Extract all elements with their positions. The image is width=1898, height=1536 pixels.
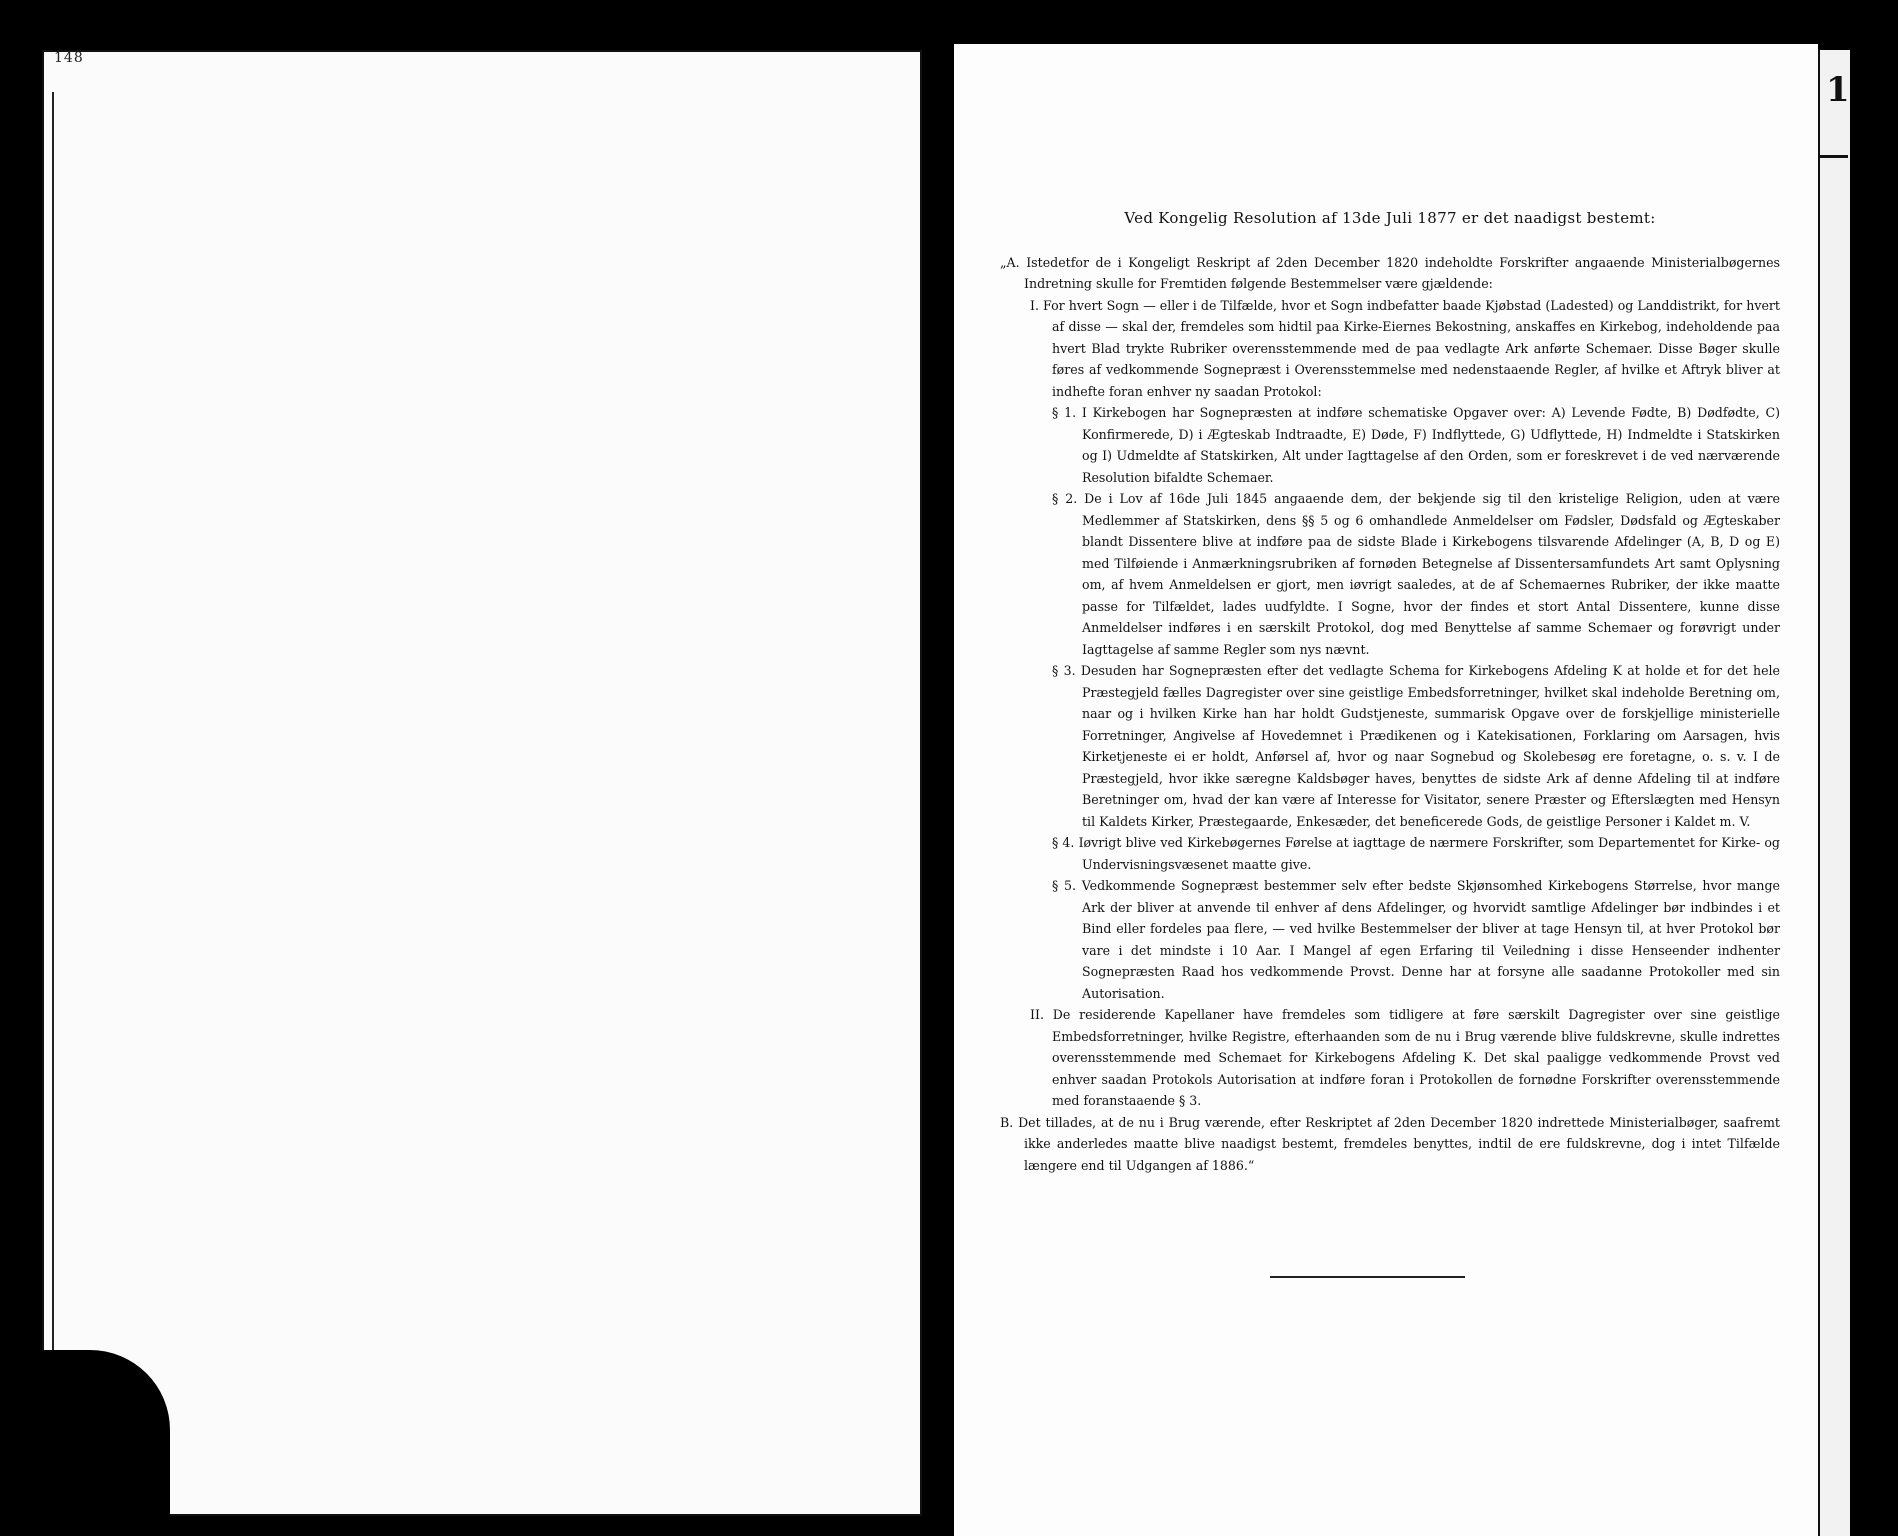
binding-shadow	[0, 1350, 170, 1536]
left-page	[42, 50, 922, 1516]
section-b: B. Det tillades, at de nu i Brug værende, efter Reskriptet af 2den December 1820 indrettede Ministerialbøger, saafremt ikke anderledes maatte blive naadigst bestemt, fremdeles benyttes, indtil de ere fuldskrevne, dog i intet Tilfælde længere end til Udgangen af 1886.“	[1000, 1114, 1780, 1173]
edge-rule	[1820, 155, 1848, 158]
page-margin-line	[52, 92, 54, 1514]
resolution-text	[1000, 208, 1780, 1176]
folio-number: 148	[54, 50, 84, 66]
next-page-edge	[1818, 50, 1850, 1536]
paragraph-5: § 5. Vedkommende Sognepræst bestemmer selv efter bedste Skjønsomhed Kirkebogens Størrelse, hvor mange Ark der bliver at anvende til enhver af dens Afdelinger, og hvorvidt samtlige Afdelinger bør indbindes i et Bind eller fordeles paa flere, — ved hvilke Bestemmelser der bliver at tage Hensyn til, at hver Protokol bør vare i det mindste i 10 Aar. I Mangel af egen Erfaring til Veiledning i disse Henseender indhenter Sognepræsten Raad hos vedkommende Provst. Denne har at forsyne alle saadanne Protokoller med sin Autorisation.	[1052, 878, 1780, 1001]
book-gutter	[922, 40, 954, 1536]
paragraph-3: § 3. Desuden har Sognepræsten efter det vedlagte Schema for Kirkebogens Afdeling K at holde et for det hele Præstegjeld fælles Dagregister over sine geistlige Embedsforretninger, hvilket skal indeholde Beretning om, naar og i hvilken Kirke han har holdt Gudstjeneste, summarisk Opgave over de forskjellige ministerielle Forretninger, Angivelse af Hovedemnet i Prædikenen og i Katekisationen, Forklaring om Aarsagen, hvis Kirketjeneste ei er holdt, Anførsel af, hvor og naar Sognebud og Skolebesøg ere foretagne, o. s. v. I de Præstegjeld, hvor ikke særegne Kaldsbøger haves, benyttes de sidste Ark af denne Afdeling til at indføre Beretninger om, hvad der kan være af Interesse for Visitator, senere Præster og Efterslægten med Hensyn til Kaldets Kirker, Præstegaarde, Enkesæder, det beneficerede Gods, de geistlige Personer i Kaldet m. V.	[1052, 663, 1780, 829]
paragraph-2: § 2. De i Lov af 16de Juli 1845 angaaende dem, der bekjende sig til den kristelige Religion, uden at være Medlemmer af Statskirken, dens §§ 5 og 6 omhandlede Anmeldelser om Fødsler, Dødsfald og Ægteskaber blandt Dissentere blive at indføre paa de sidste Blade i Kirkebogens tilsvarende Afdelinger (A, B, D og E) med Tilføiende i Anmærkningsrubriken af fornøden Betegnelse af Dissentersamfundets Art samt Oplysning om, af hvem Anmeldelsen er gjort, men iøvrigt saaledes, at de af Schemaernes Rubriker, der ikke maatte passe for Tilfældet, lades uudfyldte. I Sogne, hvor der findes et stort Antal Dissentere, kunne disse Anmeldelser indføres i en særskilt Protokol, dog med Benyttelse af samme Schemaer og forøvrigt under Iagttagelse af samme Regler som nys nævnt.	[1052, 491, 1780, 657]
paragraph-1: § 1. I Kirkebogen har Sognepræsten at indføre schematiske Opgaver over: A) Levende Fødte, B) Dødfødte, C) Konfirmerede, D) i Ægteskab Indtraadte, E) Døde, F) Indflyttede, G) Udflyttede, H) Indmeldte i Statskirken og I) Udmeldte af Statskirken, Alt under Iagttagelse af den Orden, som er foreskrevet i de ved nærværende Resolution bifaldte Schemaer.	[1052, 405, 1780, 485]
page-title: Ved Kongelig Resolution af 13de Juli 1877 er det naadigst bestemt:	[1124, 209, 1656, 227]
item-i: I. For hvert Sogn — eller i de Tilfælde, hvor et Sogn indbefatter baade Kjøbstad (Ladested) og Landdistrikt, for hvert af disse — skal der, fremdeles som hidtil paa Kirke-Eiernes Bekostning, anskaffes en Kirkebog, indeholdende paa hvert Blad trykte Rubriker overensstemmende med de paa vedlagte Ark anførte Schemaer. Disse Bøger skulle føres af vedkommende Sognepræst i Overensstemmelse med nedenstaaende Regler, af hvilke et Aftryk bliver at indhefte foran enhver ny saadan Protokol:	[1030, 297, 1780, 399]
paragraph-4: § 4. Iøvrigt blive ved Kirkebøgernes Førelse at iagttage de nærmere Forskrifter, som Departementet for Kirke- og Undervisningsvæsenet maatte give.	[1052, 835, 1780, 872]
closing-divider	[1270, 1276, 1465, 1278]
section-a: „A. Istedetfor de i Kongeligt Reskript af 2den December 1820 indeholdte Forskrifter angaaende Ministerialbøgernes Indretning skulle for Fremtiden følgende Bestemmelser være gjældende:	[1000, 254, 1780, 291]
item-ii: II. De residerende Kapellaner have fremdeles som tidligere at føre særskilt Dagregister over sine geistlige Embedsforretninger, hvilke Registre, efterhaanden som de nu i Brug værende blive fuldskrevne, skulle indrettes overensstemmende med Schemaet for Kirkebogens Afdeling K. Det skal paaligge vedkommende Provst ved enhver saadan Protokols Autorisation at indføre foran i Protokollen de fornødne Forskrifter overensstemmende med foranstaaende § 3.	[1030, 1007, 1780, 1108]
edge-mark: 1	[1826, 70, 1850, 110]
